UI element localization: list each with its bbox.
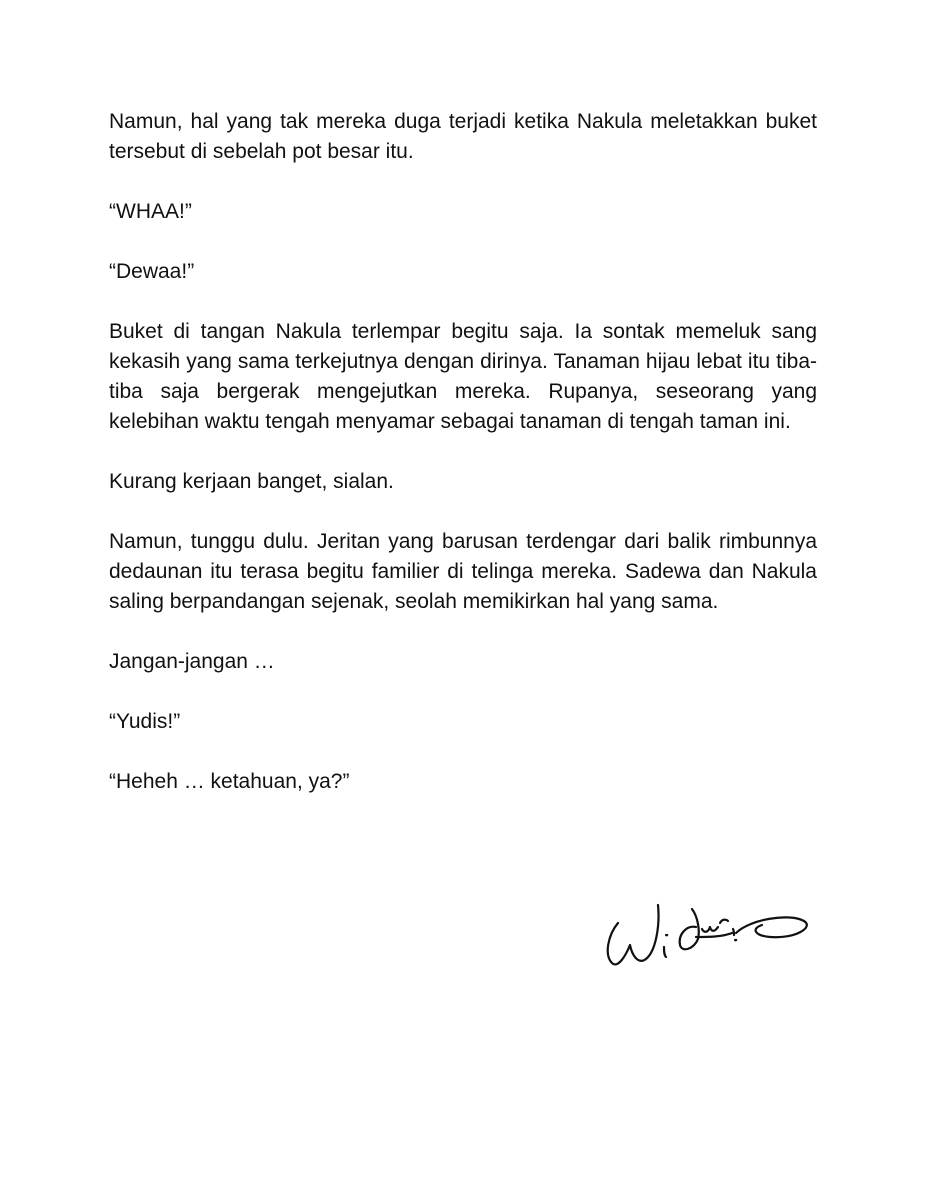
paragraph-7: Jangan-jangan … [109,650,275,673]
paragraph-5: Kurang kerjaan banget, sialan. [109,470,394,493]
paragraph-8: “Yudis!” [109,710,181,733]
paragraph-2: “WHAA!” [109,200,192,223]
paragraph-4: Buket di tangan Nakula terlempar begitu saja. Ia sontak memeluk sang kekasih yang sama terkejutnya dengan dirinya. Tanaman hijau lebat itu tiba-tiba saja bergerak mengejutkan mereka. Rupanya, seseorang yang kelebihan waktu tengah menyamar sebagai tanaman di tengah taman ini. [109,320,817,433]
paragraph-3: “Dewaa!” [109,260,195,283]
handwritten-signature [600,895,815,975]
paragraph-9: “Heheh … ketahuan, ya?” [109,770,350,793]
paragraph-6: Namun, tunggu dulu. Jeritan yang barusan terdengar dari balik rimbunnya dedaunan itu terasa begitu familier di telinga mereka. Sadewa dan Nakula saling berpandangan sejenak, seolah memikirkan hal yang sama. [109,530,817,613]
document-body [109,107,817,827]
signature-drawing [600,895,815,975]
paragraph-1: Namun, hal yang tak mereka duga terjadi ketika Nakula meletakkan buket tersebut di sebelah pot besar itu. [109,110,817,163]
